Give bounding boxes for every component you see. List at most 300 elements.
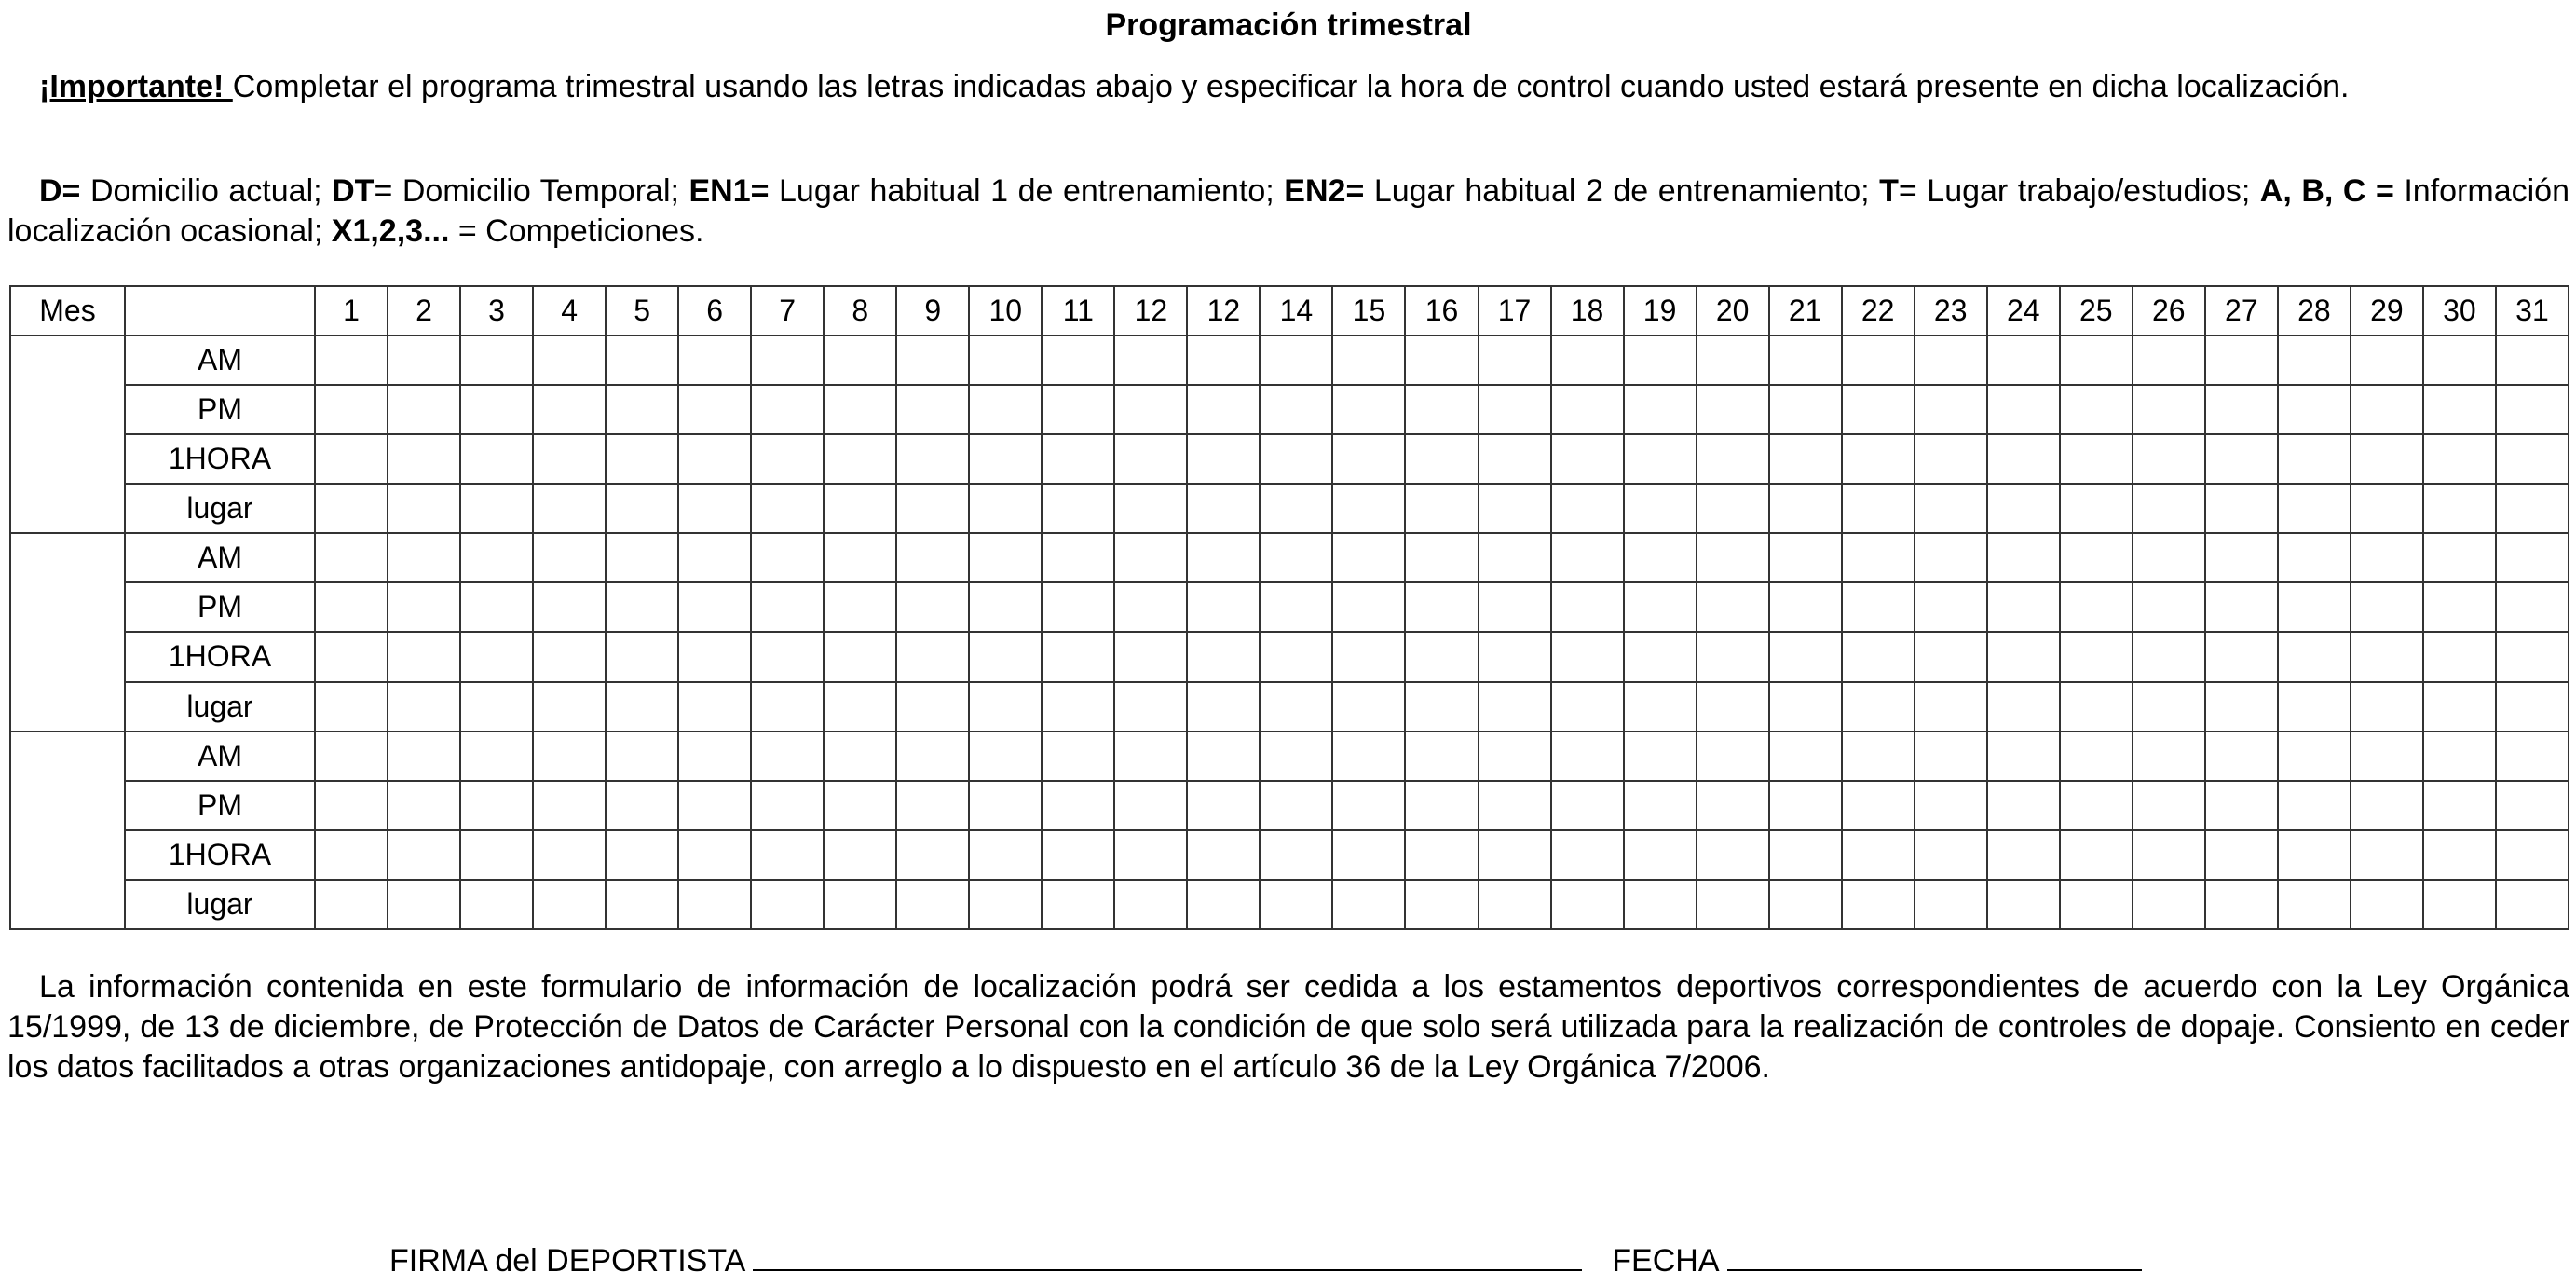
day-cell[interactable] — [1697, 385, 1769, 434]
day-cell[interactable] — [388, 533, 460, 582]
day-cell[interactable] — [824, 732, 896, 781]
day-cell[interactable] — [388, 484, 460, 533]
day-cell[interactable] — [1551, 582, 1624, 632]
day-cell[interactable] — [533, 732, 606, 781]
day-cell[interactable] — [1114, 632, 1187, 681]
day-cell[interactable] — [2060, 385, 2133, 434]
day-cell[interactable] — [1624, 385, 1697, 434]
day-cell[interactable] — [751, 781, 824, 830]
day-cell[interactable] — [460, 533, 533, 582]
day-cell[interactable] — [533, 632, 606, 681]
day-cell[interactable] — [606, 533, 678, 582]
day-cell[interactable] — [2423, 335, 2496, 385]
day-cell[interactable] — [2351, 781, 2423, 830]
day-cell[interactable] — [460, 385, 533, 434]
day-cell[interactable] — [678, 484, 751, 533]
day-cell[interactable] — [1624, 335, 1697, 385]
day-cell[interactable] — [2496, 533, 2569, 582]
day-cell[interactable] — [315, 830, 388, 880]
day-cell[interactable] — [388, 781, 460, 830]
day-cell[interactable] — [315, 335, 388, 385]
day-cell[interactable] — [2278, 582, 2351, 632]
day-cell[interactable] — [751, 880, 824, 929]
day-cell[interactable] — [1697, 582, 1769, 632]
day-cell[interactable] — [1042, 533, 1114, 582]
day-cell[interactable] — [1332, 533, 1405, 582]
day-cell[interactable] — [969, 335, 1042, 385]
day-cell[interactable] — [2060, 781, 2133, 830]
day-cell[interactable] — [2060, 335, 2133, 385]
day-cell[interactable] — [1042, 335, 1114, 385]
day-cell[interactable] — [896, 434, 969, 484]
day-cell[interactable] — [1987, 335, 2060, 385]
day-cell[interactable] — [1479, 830, 1551, 880]
day-cell[interactable] — [1114, 582, 1187, 632]
day-cell[interactable] — [678, 335, 751, 385]
day-cell[interactable] — [460, 484, 533, 533]
day-cell[interactable] — [388, 682, 460, 732]
day-cell[interactable] — [2423, 582, 2496, 632]
day-cell[interactable] — [2133, 385, 2205, 434]
day-cell[interactable] — [751, 533, 824, 582]
day-cell[interactable] — [1114, 434, 1187, 484]
day-cell[interactable] — [1405, 880, 1478, 929]
day-cell[interactable] — [1697, 484, 1769, 533]
day-cell[interactable] — [1042, 582, 1114, 632]
day-cell[interactable] — [2133, 533, 2205, 582]
day-cell[interactable] — [315, 385, 388, 434]
day-cell[interactable] — [1842, 484, 1915, 533]
day-cell[interactable] — [1260, 830, 1332, 880]
day-cell[interactable] — [1769, 880, 1842, 929]
day-cell[interactable] — [606, 830, 678, 880]
day-cell[interactable] — [2496, 632, 2569, 681]
day-cell[interactable] — [1915, 434, 1987, 484]
day-cell[interactable] — [1479, 781, 1551, 830]
day-cell[interactable] — [1332, 682, 1405, 732]
day-cell[interactable] — [2496, 484, 2569, 533]
day-cell[interactable] — [1332, 434, 1405, 484]
day-cell[interactable] — [1405, 732, 1478, 781]
day-cell[interactable] — [2351, 582, 2423, 632]
day-cell[interactable] — [1624, 830, 1697, 880]
day-cell[interactable] — [1332, 484, 1405, 533]
day-cell[interactable] — [2278, 830, 2351, 880]
day-cell[interactable] — [460, 781, 533, 830]
day-cell[interactable] — [1624, 880, 1697, 929]
day-cell[interactable] — [1114, 880, 1187, 929]
day-cell[interactable] — [2351, 632, 2423, 681]
day-cell[interactable] — [1187, 335, 1260, 385]
day-cell[interactable] — [460, 582, 533, 632]
day-cell[interactable] — [1697, 533, 1769, 582]
day-cell[interactable] — [1987, 385, 2060, 434]
day-cell[interactable] — [1697, 781, 1769, 830]
day-cell[interactable] — [315, 732, 388, 781]
day-cell[interactable] — [1551, 781, 1624, 830]
day-cell[interactable] — [2496, 781, 2569, 830]
day-cell[interactable] — [969, 484, 1042, 533]
day-cell[interactable] — [1551, 385, 1624, 434]
day-cell[interactable] — [969, 385, 1042, 434]
day-cell[interactable] — [678, 385, 751, 434]
day-cell[interactable] — [1769, 533, 1842, 582]
day-cell[interactable] — [678, 533, 751, 582]
day-cell[interactable] — [1915, 682, 1987, 732]
day-cell[interactable] — [1332, 632, 1405, 681]
day-cell[interactable] — [2423, 385, 2496, 434]
day-cell[interactable] — [2205, 880, 2278, 929]
day-cell[interactable] — [460, 732, 533, 781]
day-cell[interactable] — [896, 880, 969, 929]
day-cell[interactable] — [533, 385, 606, 434]
day-cell[interactable] — [533, 484, 606, 533]
day-cell[interactable] — [1479, 434, 1551, 484]
day-cell[interactable] — [1551, 533, 1624, 582]
day-cell[interactable] — [388, 434, 460, 484]
day-cell[interactable] — [388, 632, 460, 681]
day-cell[interactable] — [1624, 484, 1697, 533]
day-cell[interactable] — [2133, 582, 2205, 632]
day-cell[interactable] — [1187, 533, 1260, 582]
day-cell[interactable] — [1987, 880, 2060, 929]
day-cell[interactable] — [315, 632, 388, 681]
day-cell[interactable] — [1769, 484, 1842, 533]
day-cell[interactable] — [1260, 632, 1332, 681]
day-cell[interactable] — [896, 582, 969, 632]
day-cell[interactable] — [2060, 582, 2133, 632]
day-cell[interactable] — [2351, 732, 2423, 781]
day-cell[interactable] — [1842, 830, 1915, 880]
day-cell[interactable] — [1842, 582, 1915, 632]
day-cell[interactable] — [2423, 781, 2496, 830]
day-cell[interactable] — [2423, 682, 2496, 732]
day-cell[interactable] — [2423, 434, 2496, 484]
day-cell[interactable] — [896, 632, 969, 681]
day-cell[interactable] — [1479, 484, 1551, 533]
day-cell[interactable] — [1842, 632, 1915, 681]
day-cell[interactable] — [1187, 632, 1260, 681]
day-cell[interactable] — [388, 880, 460, 929]
day-cell[interactable] — [1479, 335, 1551, 385]
day-cell[interactable] — [1551, 732, 1624, 781]
day-cell[interactable] — [2060, 682, 2133, 732]
day-cell[interactable] — [388, 335, 460, 385]
day-cell[interactable] — [1260, 434, 1332, 484]
day-cell[interactable] — [1769, 335, 1842, 385]
day-cell[interactable] — [2496, 335, 2569, 385]
day-cell[interactable] — [1260, 781, 1332, 830]
day-cell[interactable] — [1405, 582, 1478, 632]
day-cell[interactable] — [533, 434, 606, 484]
day-cell[interactable] — [1624, 732, 1697, 781]
day-cell[interactable] — [969, 732, 1042, 781]
day-cell[interactable] — [1842, 880, 1915, 929]
day-cell[interactable] — [2205, 732, 2278, 781]
firma-signature-line[interactable] — [753, 1241, 1582, 1271]
day-cell[interactable] — [1114, 533, 1187, 582]
day-cell[interactable] — [824, 880, 896, 929]
day-cell[interactable] — [1405, 781, 1478, 830]
day-cell[interactable] — [1260, 732, 1332, 781]
day-cell[interactable] — [1551, 335, 1624, 385]
day-cell[interactable] — [969, 830, 1042, 880]
day-cell[interactable] — [1697, 434, 1769, 484]
day-cell[interactable] — [1769, 632, 1842, 681]
day-cell[interactable] — [751, 582, 824, 632]
day-cell[interactable] — [1987, 533, 2060, 582]
day-cell[interactable] — [1405, 632, 1478, 681]
day-cell[interactable] — [2205, 484, 2278, 533]
day-cell[interactable] — [2278, 682, 2351, 732]
day-cell[interactable] — [1987, 632, 2060, 681]
day-cell[interactable] — [1987, 781, 2060, 830]
day-cell[interactable] — [969, 781, 1042, 830]
day-cell[interactable] — [2133, 781, 2205, 830]
day-cell[interactable] — [1042, 484, 1114, 533]
day-cell[interactable] — [1769, 781, 1842, 830]
day-cell[interactable] — [751, 682, 824, 732]
month-cell[interactable] — [10, 335, 125, 533]
day-cell[interactable] — [1624, 533, 1697, 582]
day-cell[interactable] — [1697, 830, 1769, 880]
day-cell[interactable] — [460, 880, 533, 929]
day-cell[interactable] — [1697, 335, 1769, 385]
day-cell[interactable] — [1624, 682, 1697, 732]
month-cell[interactable] — [10, 732, 125, 929]
day-cell[interactable] — [2423, 632, 2496, 681]
day-cell[interactable] — [1042, 434, 1114, 484]
day-cell[interactable] — [2423, 484, 2496, 533]
day-cell[interactable] — [1187, 880, 1260, 929]
day-cell[interactable] — [824, 385, 896, 434]
day-cell[interactable] — [1479, 385, 1551, 434]
day-cell[interactable] — [1915, 484, 1987, 533]
day-cell[interactable] — [678, 582, 751, 632]
day-cell[interactable] — [751, 434, 824, 484]
day-cell[interactable] — [460, 632, 533, 681]
day-cell[interactable] — [1187, 582, 1260, 632]
day-cell[interactable] — [533, 335, 606, 385]
day-cell[interactable] — [2351, 830, 2423, 880]
day-cell[interactable] — [2205, 781, 2278, 830]
day-cell[interactable] — [969, 434, 1042, 484]
day-cell[interactable] — [1551, 632, 1624, 681]
day-cell[interactable] — [1769, 682, 1842, 732]
day-cell[interactable] — [1405, 385, 1478, 434]
day-cell[interactable] — [2205, 335, 2278, 385]
day-cell[interactable] — [2205, 533, 2278, 582]
fecha-date-line[interactable] — [1727, 1241, 2142, 1271]
day-cell[interactable] — [2496, 582, 2569, 632]
day-cell[interactable] — [533, 781, 606, 830]
day-cell[interactable] — [1042, 385, 1114, 434]
day-cell[interactable] — [1114, 682, 1187, 732]
day-cell[interactable] — [533, 533, 606, 582]
day-cell[interactable] — [2205, 385, 2278, 434]
day-cell[interactable] — [2133, 682, 2205, 732]
day-cell[interactable] — [1042, 732, 1114, 781]
day-cell[interactable] — [969, 632, 1042, 681]
day-cell[interactable] — [315, 582, 388, 632]
day-cell[interactable] — [1915, 385, 1987, 434]
day-cell[interactable] — [751, 830, 824, 880]
day-cell[interactable] — [1260, 880, 1332, 929]
day-cell[interactable] — [533, 582, 606, 632]
day-cell[interactable] — [2060, 434, 2133, 484]
day-cell[interactable] — [1842, 434, 1915, 484]
day-cell[interactable] — [678, 880, 751, 929]
day-cell[interactable] — [1479, 682, 1551, 732]
day-cell[interactable] — [896, 682, 969, 732]
day-cell[interactable] — [2278, 732, 2351, 781]
day-cell[interactable] — [2423, 732, 2496, 781]
day-cell[interactable] — [1332, 335, 1405, 385]
day-cell[interactable] — [2205, 434, 2278, 484]
day-cell[interactable] — [388, 830, 460, 880]
day-cell[interactable] — [1187, 385, 1260, 434]
day-cell[interactable] — [1332, 582, 1405, 632]
day-cell[interactable] — [824, 533, 896, 582]
day-cell[interactable] — [1987, 830, 2060, 880]
day-cell[interactable] — [1915, 335, 1987, 385]
day-cell[interactable] — [1624, 781, 1697, 830]
day-cell[interactable] — [824, 434, 896, 484]
day-cell[interactable] — [2496, 880, 2569, 929]
day-cell[interactable] — [2133, 434, 2205, 484]
day-cell[interactable] — [1697, 732, 1769, 781]
day-cell[interactable] — [2278, 632, 2351, 681]
day-cell[interactable] — [824, 781, 896, 830]
day-cell[interactable] — [1479, 880, 1551, 929]
day-cell[interactable] — [2278, 335, 2351, 385]
day-cell[interactable] — [2133, 335, 2205, 385]
day-cell[interactable] — [1114, 484, 1187, 533]
day-cell[interactable] — [2423, 533, 2496, 582]
day-cell[interactable] — [2496, 830, 2569, 880]
day-cell[interactable] — [1987, 682, 2060, 732]
day-cell[interactable] — [1042, 880, 1114, 929]
day-cell[interactable] — [1551, 830, 1624, 880]
day-cell[interactable] — [1479, 533, 1551, 582]
day-cell[interactable] — [606, 880, 678, 929]
day-cell[interactable] — [1551, 682, 1624, 732]
day-cell[interactable] — [1260, 533, 1332, 582]
day-cell[interactable] — [2423, 830, 2496, 880]
day-cell[interactable] — [678, 434, 751, 484]
day-cell[interactable] — [1842, 682, 1915, 732]
day-cell[interactable] — [1769, 582, 1842, 632]
day-cell[interactable] — [460, 830, 533, 880]
day-cell[interactable] — [1697, 632, 1769, 681]
day-cell[interactable] — [896, 781, 969, 830]
day-cell[interactable] — [606, 434, 678, 484]
day-cell[interactable] — [1332, 880, 1405, 929]
day-cell[interactable] — [1187, 830, 1260, 880]
day-cell[interactable] — [2278, 434, 2351, 484]
day-cell[interactable] — [1332, 732, 1405, 781]
day-cell[interactable] — [1114, 781, 1187, 830]
day-cell[interactable] — [2278, 385, 2351, 434]
day-cell[interactable] — [606, 632, 678, 681]
day-cell[interactable] — [1915, 582, 1987, 632]
day-cell[interactable] — [1405, 682, 1478, 732]
day-cell[interactable] — [2278, 533, 2351, 582]
day-cell[interactable] — [969, 582, 1042, 632]
day-cell[interactable] — [606, 385, 678, 434]
day-cell[interactable] — [1551, 434, 1624, 484]
day-cell[interactable] — [460, 335, 533, 385]
day-cell[interactable] — [2133, 830, 2205, 880]
day-cell[interactable] — [824, 830, 896, 880]
day-cell[interactable] — [533, 880, 606, 929]
day-cell[interactable] — [1260, 582, 1332, 632]
day-cell[interactable] — [606, 732, 678, 781]
day-cell[interactable] — [1187, 682, 1260, 732]
day-cell[interactable] — [2351, 880, 2423, 929]
day-cell[interactable] — [1332, 830, 1405, 880]
day-cell[interactable] — [315, 781, 388, 830]
day-cell[interactable] — [824, 582, 896, 632]
day-cell[interactable] — [1551, 484, 1624, 533]
day-cell[interactable] — [315, 533, 388, 582]
day-cell[interactable] — [1987, 582, 2060, 632]
day-cell[interactable] — [2205, 582, 2278, 632]
day-cell[interactable] — [1842, 335, 1915, 385]
day-cell[interactable] — [533, 682, 606, 732]
day-cell[interactable] — [388, 582, 460, 632]
day-cell[interactable] — [1769, 830, 1842, 880]
day-cell[interactable] — [1769, 434, 1842, 484]
day-cell[interactable] — [678, 632, 751, 681]
day-cell[interactable] — [2351, 335, 2423, 385]
day-cell[interactable] — [1405, 533, 1478, 582]
day-cell[interactable] — [751, 632, 824, 681]
day-cell[interactable] — [606, 781, 678, 830]
day-cell[interactable] — [896, 335, 969, 385]
day-cell[interactable] — [2133, 732, 2205, 781]
day-cell[interactable] — [2205, 632, 2278, 681]
day-cell[interactable] — [460, 682, 533, 732]
day-cell[interactable] — [896, 484, 969, 533]
day-cell[interactable] — [1624, 632, 1697, 681]
day-cell[interactable] — [969, 682, 1042, 732]
day-cell[interactable] — [2060, 484, 2133, 533]
day-cell[interactable] — [388, 732, 460, 781]
day-cell[interactable] — [2351, 484, 2423, 533]
day-cell[interactable] — [1624, 434, 1697, 484]
day-cell[interactable] — [2496, 385, 2569, 434]
day-cell[interactable] — [751, 732, 824, 781]
month-cell[interactable] — [10, 533, 125, 731]
day-cell[interactable] — [896, 533, 969, 582]
day-cell[interactable] — [2278, 781, 2351, 830]
day-cell[interactable] — [1987, 434, 2060, 484]
day-cell[interactable] — [678, 732, 751, 781]
day-cell[interactable] — [1769, 385, 1842, 434]
day-cell[interactable] — [1114, 335, 1187, 385]
day-cell[interactable] — [751, 484, 824, 533]
day-cell[interactable] — [751, 385, 824, 434]
day-cell[interactable] — [1405, 434, 1478, 484]
day-cell[interactable] — [2060, 880, 2133, 929]
day-cell[interactable] — [824, 682, 896, 732]
day-cell[interactable] — [896, 385, 969, 434]
day-cell[interactable] — [1842, 385, 1915, 434]
day-cell[interactable] — [606, 682, 678, 732]
day-cell[interactable] — [1987, 732, 2060, 781]
day-cell[interactable] — [606, 582, 678, 632]
